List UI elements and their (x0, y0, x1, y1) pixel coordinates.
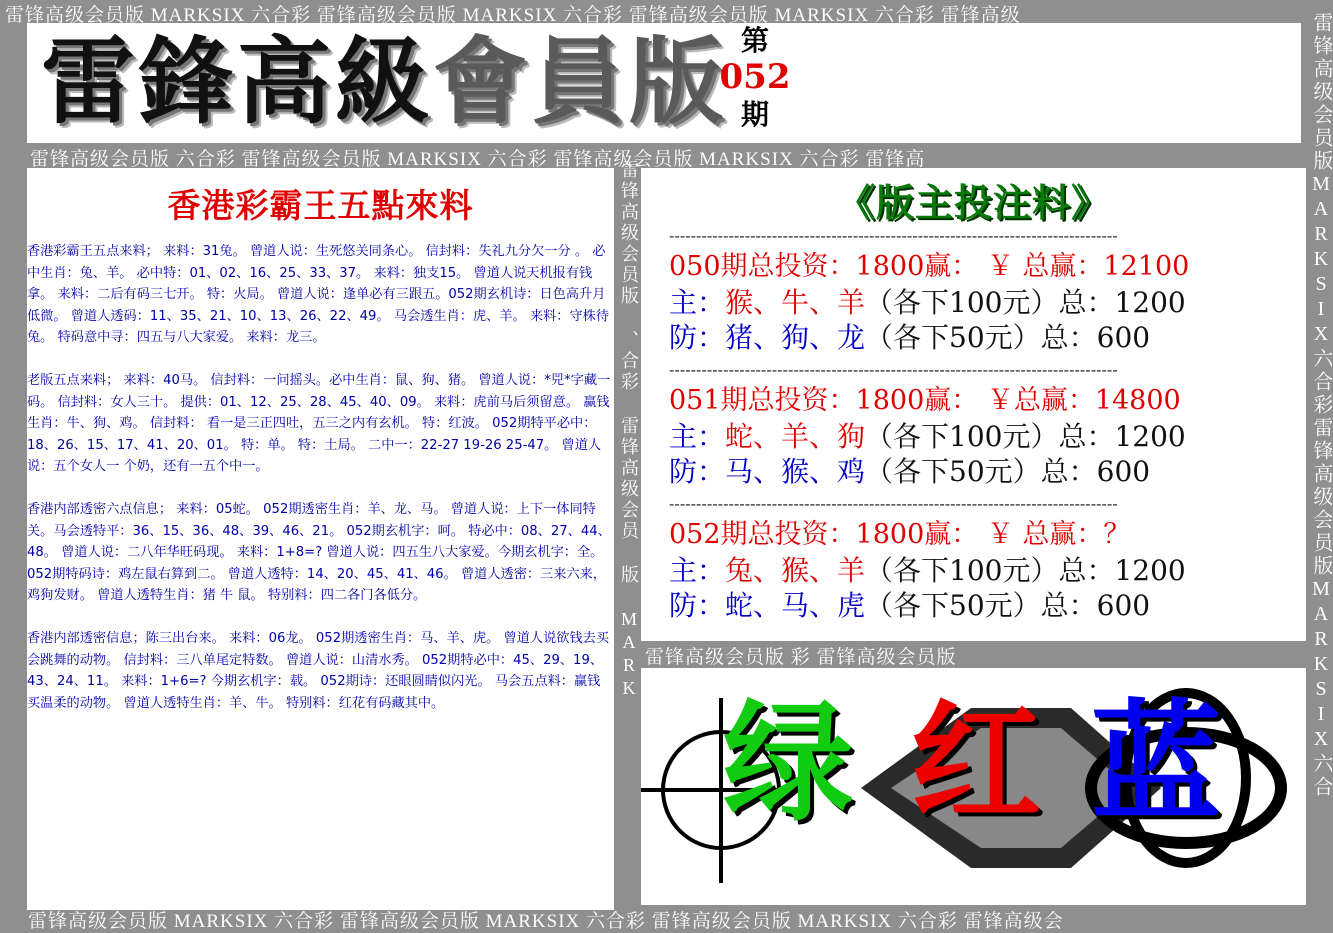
main-zodiacs: 蛇、羊、狗 (725, 420, 866, 453)
guard-amount: （各下50元）总：600 (865, 455, 1151, 488)
main-bet-line (641, 285, 1306, 320)
main-label: 主： (669, 286, 726, 319)
main-zodiacs: 兔、猴、羊 (725, 554, 866, 587)
divider: ----------------------------------------------------------------------------------- (669, 361, 1118, 379)
main-amount: （各下100元）总：1200 (865, 420, 1186, 453)
bet-round (641, 517, 1306, 623)
right-vertical-strip: 雷锋高级会员版MARKSIX六合彩雷锋高级会员版MARKSIX六合 (1310, 12, 1332, 799)
bet-round-header: 051期总投资：1800赢： ￥总赢：14800 (669, 385, 1181, 416)
main-amount: （各下100元）总：1200 (865, 286, 1186, 319)
guard-zodiacs: 猪、狗、龙 (725, 321, 866, 354)
guard-bet-line (641, 454, 1306, 489)
info-paragraph: 老版五点来料； 来料：40马。 信封料：一问摇头。必中生肖：鼠、狗、猪。 曾道人说：*兕*字藏一码。 信封料：女人三十。 提供：01、12、25、28、45、40、09。 来料：虎前马后须留意。 赢钱生肖：牛、狗、鸡。 信封料： 看一是三正四吐，五三之内有玄机。 特：红波。 052期特平必中：18、26、15、17、41、20、01。 特：单。 特：土局。 二中一：22-27 19-26 25-47。 曾道人说：五个女人一 个奶，还有一五个中一。 (27, 372, 611, 475)
issue-prefix: 第 (740, 24, 769, 57)
issue-number: 052 (719, 57, 791, 97)
page-title (41, 27, 727, 139)
divider: ----------------------------------------------------------------------------------- (669, 227, 1118, 245)
issue-badge (715, 23, 795, 143)
main-amount: （各下100元）总：1200 (865, 554, 1186, 587)
guard-label: 防： (669, 321, 726, 354)
title-dark-part: 雷鋒高級 (41, 28, 434, 137)
guard-amount: （各下50元）总：600 (865, 589, 1151, 622)
divider: ----------------------------------------------------------------------------------- (669, 495, 1118, 513)
main-bet-line (641, 553, 1306, 588)
info-paragraph: 香港彩霸王五点来料； 来料：31兔。 曾道人说：生死悠关同条心。 信封料：失礼九分欠一分 。 必中生肖：兔、羊。 必中特：01、02、16、25、33、37。 来料：独支15。 曾道人说天机报有钱拿。 来料：二后有码三七开。 特：火局。 曾道人说：逢单必有三跟五。052期玄机诗：日色高升月低微。 曾道人透码：11、35、21、10、13、26、22、49。 马会透生肖：虎、羊。 来料：守株待兔。 特码意中寻：四五与八大家爱。 来料：龙三。 (27, 244, 610, 346)
info-paragraph: 香港内部透密六点信息； 来料：05蛇。 052期透密生肖：羊、龙、马。 曾道人说：上下一体同特关。马会透特平：36、15、36、48、39、46、21。 052期玄机字：呵。 特必中：08、27、44、48。 曾道人说：二八年华旺码现。 来料：1+8=? 曾道人说：四五生八大家爱。今期玄机字：全。 052期特码诗：鸡左鼠右算到二。 曾道人透特：14、20、45、41、46。 曾道人透密：三来六来，鸡狗发财。 曾道人透特生肖：猪 牛 鼠。 特别料：四二各门各低分。 (27, 501, 611, 604)
middle-banner-strip: 雷锋高级会员版 六合彩 雷锋高级会员版 MARKSIX 六合彩 雷锋高级会员版 MARKSIX 六合彩 雷锋高 (30, 149, 926, 168)
color-wave-panel (641, 668, 1306, 905)
blue-wave-label: 蓝 (1091, 687, 1222, 839)
left-panel-title: 香港彩霸王五點來料 (167, 186, 474, 225)
guard-bet-line (641, 320, 1306, 355)
bottom-banner-strip: 雷锋高级会员版 MARKSIX 六合彩 雷锋高级会员版 MARKSIX 六合彩 雷锋高级会员版 MARKSIX 六合彩 雷锋高级会 (28, 911, 1064, 932)
guard-label: 防： (669, 589, 726, 622)
guard-amount: （各下50元）总：600 (865, 321, 1151, 354)
guard-zodiacs: 马、猴、鸡 (725, 455, 866, 488)
bet-round (641, 383, 1306, 489)
main-bet-line (641, 419, 1306, 454)
guard-bet-line (641, 588, 1306, 623)
header-panel (27, 23, 1301, 143)
banzhu-title: 《版主投注料》 (836, 181, 1110, 225)
main-label: 主： (669, 554, 726, 587)
top-banner-strip: 雷锋高级会员版 MARKSIX 六合彩 雷锋高级会员版 MARKSIX 六合彩 雷锋高级会员版 MARKSIX 六合彩 雷锋高级 (5, 5, 1021, 23)
banzhu-panel (641, 168, 1306, 641)
bet-round-header: 050期总投资：1800赢： ￥ 总赢：12100 (669, 251, 1190, 282)
left-panel-body (27, 241, 614, 714)
green-wave-label: 绿 (723, 687, 854, 839)
info-paragraph: 香港内部透密信息；陈三出台来。 来料：06龙。 052期透密生肖：马、羊、虎。 曾道人说欲钱去买会跳舞的动物。 信封料：三八单尾定特数。 曾道人说：山清水秀。 052期特必中：45、29、19、43、24、11。 来料：1+6=? 今期玄机字：载。 052期诗：还眼圆睛似闪光。 马会五点料：赢钱买温柔的动物。 曾道人透特生肖：羊、牛。 特别料：红花有码藏其中。 (27, 630, 610, 711)
title-grey-part: 會員版 (433, 28, 728, 137)
issue-suffix: 期 (740, 98, 769, 131)
bet-round (641, 249, 1306, 355)
main-zodiacs: 猴、牛、羊 (725, 286, 866, 319)
main-label: 主： (669, 420, 726, 453)
guard-label: 防： (669, 455, 726, 488)
center-vertical-strip: 雷锋高级会员版 、合彩 雷锋高级会员 版 MARK (619, 160, 639, 701)
right-middle-banner-strip: 雷锋高级会员版 彩 雷锋高级会员版 (645, 647, 957, 668)
guard-zodiacs: 蛇、马、虎 (725, 589, 866, 622)
red-wave-label: 红 (911, 687, 1042, 839)
left-info-panel (27, 168, 614, 910)
bet-round-header: 052期总投资：1800赢： ￥ 总赢：？ (669, 519, 1131, 550)
